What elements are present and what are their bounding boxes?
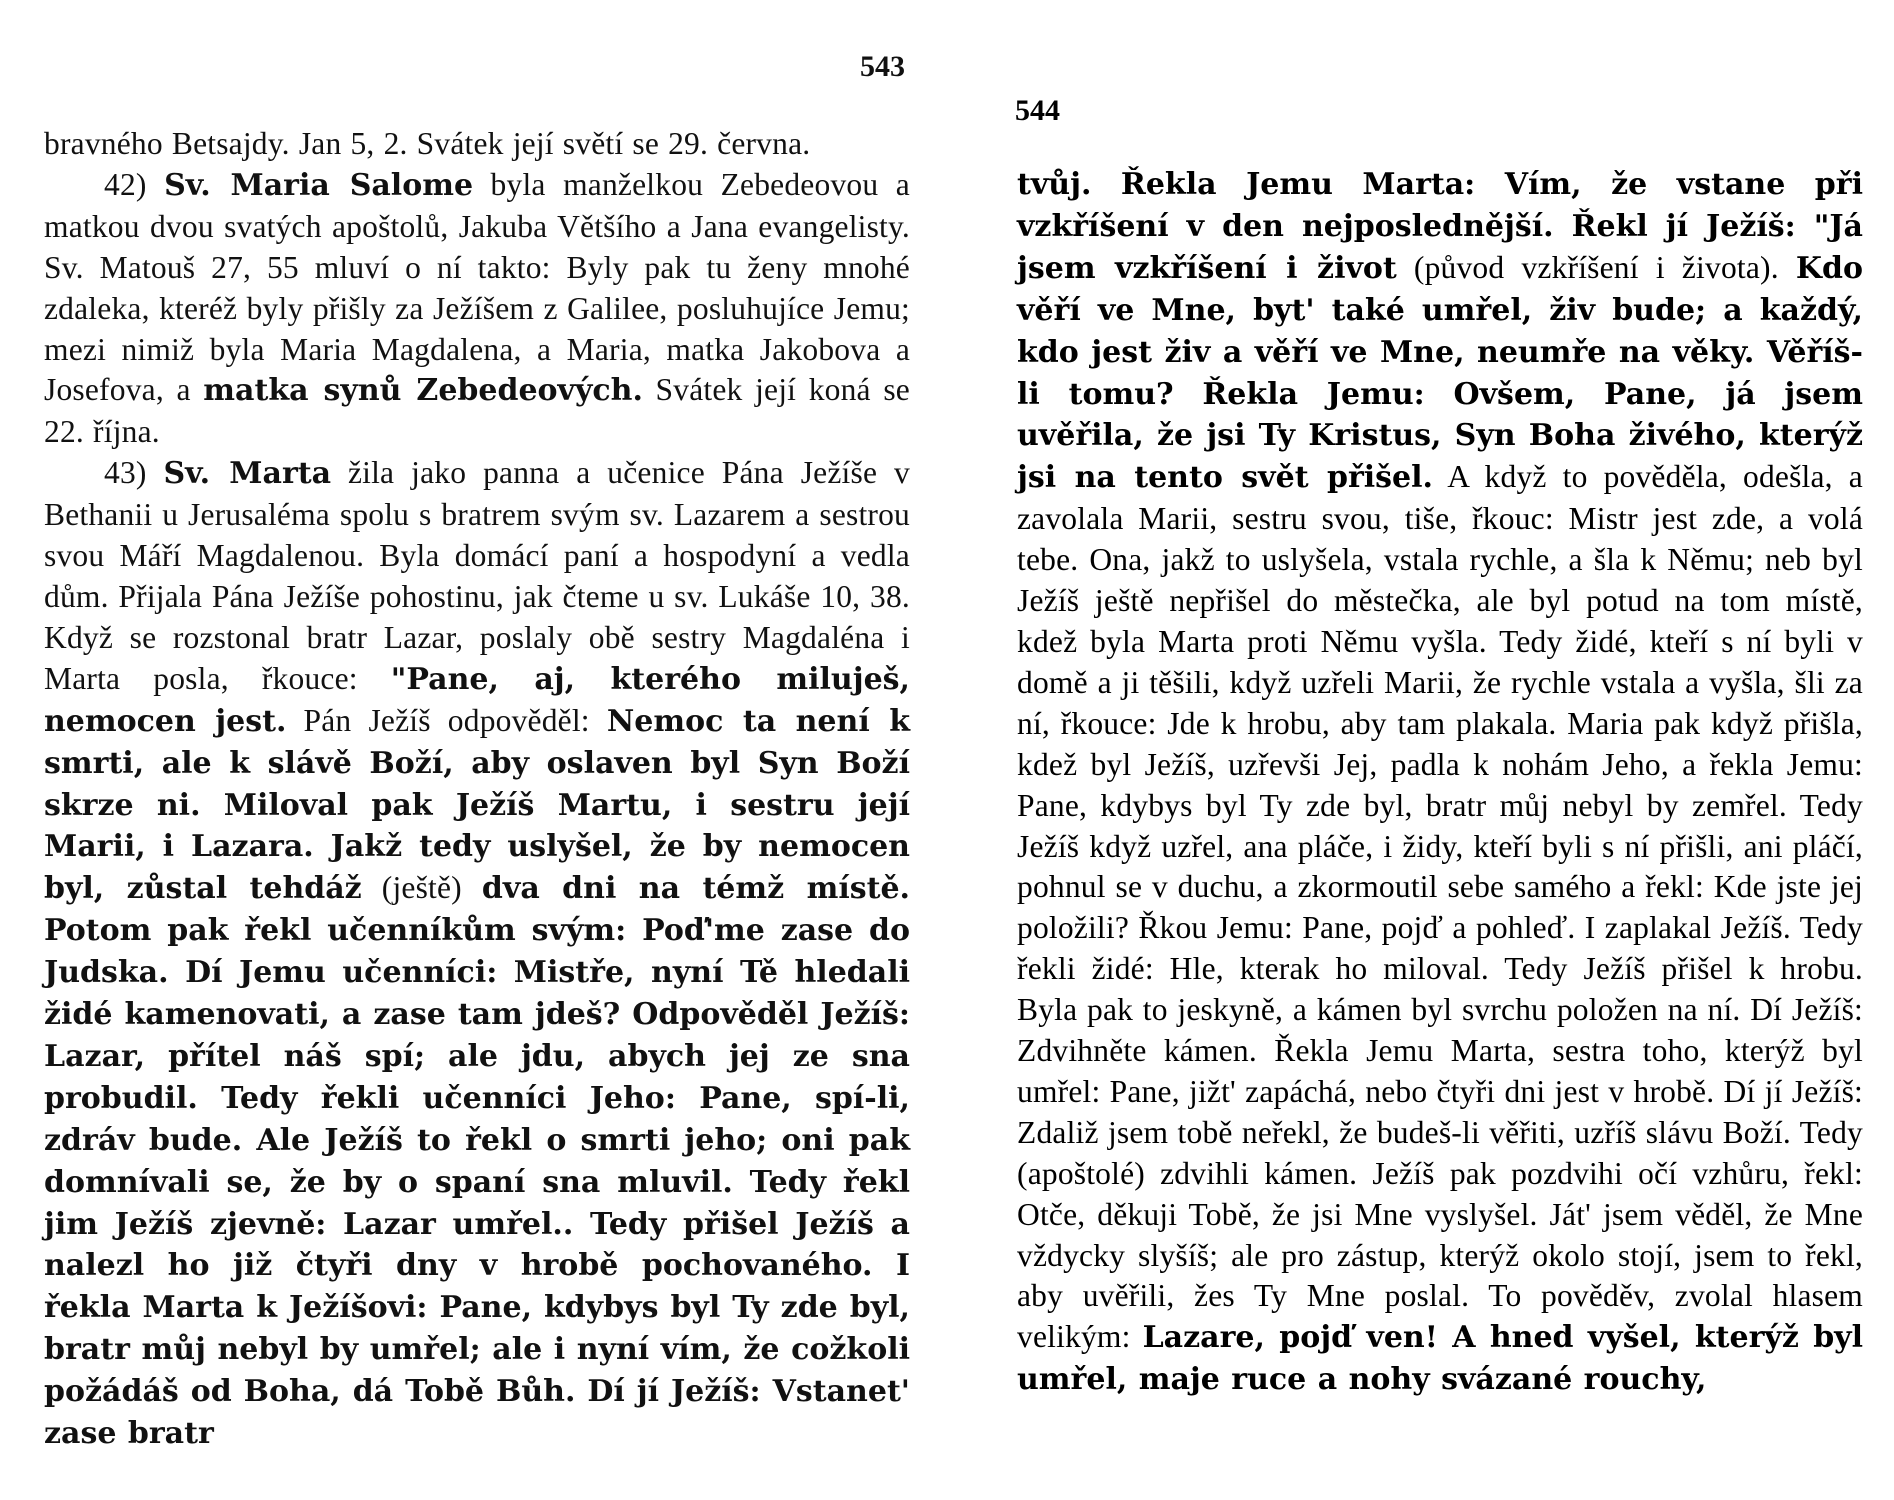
text-segment: A když to pověděla, odešla, a zavolala Marii, sestru svou, tiše, řkouc: Mistr jest zde, a volá tebe. Ona, jakž to uslyšela, vstala rychle, a šla k Němu; neb byl Ježíš ještě nepřišel do městečka, ale byl potud na tom místě, kdež byla Marta proti Němu vyšla. Tedy židé, kteří s ní byli v domě a ji těšili, když uzřeli Marii, že rychle vstala a vyšla, šli za ní, řkouce: Jde k hrobu, aby tam plakala. Maria pak když přišla, kdež byl Ježíš, uzřevši Jej, padla k nohám Jeho, a řekla Jemu: Pane, kdybys byl Ty zde byl, bratr můj nebyl by zemřel. Tedy Ježíš když uzřel, ana pláče, i židy, kteří byli s ní přišli, ani pláčí, pohnul se v duchu, a zkormoutil sebe samého a řekl: Kde jste jej položili? Řkou Jemu: Pane, pojď a pohleď. I zaplakal Ježíš. Tedy řekli židé: Hle, kterak ho miloval. Tedy Ježíš přišel k hrobu. Byla pak to jeskyně, a kámen byl svrchu položen na ní. Dí Ježíš: Zdvihněte kámen. Řekla Jemu Marta, sestra toho, kterýž byl umřel: Pane, jižt' zapáchá, nebo čtyři dni jest v hrobě. Dí jí Ježíš: Zdaliž jsem tobě neřekl, že budeš-li věřiti, uzříš slávu Boží. Tedy (apoštolé) zdvihli kámen. Ježíš pak pozdvihi očí vzhůru, řekl: Otče, děkuji Tobě, že jsi Mne vyslyšel. Ját' jsem věděl, že Mne vždycky slyšíš; ale pro zástup, kterýž okolo stojí, jsem to řekl, aby uvěřili, žes Ty Mne poslal. To pověděv, zvolal hlasem velikým: <box>1017 459 1863 1355</box>
paragraph-continuation <box>1017 164 1863 1401</box>
paragraph-number: 42) <box>104 166 165 202</box>
text-segment: bravného Betsajdy. Jan 5, 2. Svátek její světí se 29. června. <box>44 126 811 161</box>
bold-phrase: matka synů Zebedeových. <box>203 373 643 409</box>
saint-name: Sv. Marta <box>163 456 332 492</box>
left-text-column <box>44 124 910 1455</box>
text-segment: byla manželkou Zebedeovou a matkou dvou svatých apoštolů, Jakuba Většího a Jana evangelisty. Sv. Matouš 27, 55 mluví o ní takto: Byly pak tu ženy mnohé zdaleka, kteréž byly přišly za Ježíšem z Galilee, posluhujíce Jemu; mezi nimiž byla Maria Magdalena, a Maria, matka Jakobova a Josefova, a <box>44 166 910 408</box>
paragraph-42-maria-salome <box>44 165 910 453</box>
paragraph-43-marta <box>44 453 910 1455</box>
text-segment: žila jako panna a učenice Pána Ježíše v Bethanii u Jerusaléma spolu s bratrem svým sv. Lazarem a sestrou svou Máří Magdalenou. Byla domácí paní a hospodyní a vedla dům. Přijala Pána Ježíše pohostinu, jak čteme u sv. Lukáše 10, 38. Když se rozstonal bratr Lazar, poslaly obě sestry Magdaléna i Marta posla, řkouce: <box>44 455 910 696</box>
bold-quote: "Pane, aj, kterého miluješ, nemocen jest. <box>44 661 910 739</box>
text-segment: Pán Ježíš odpověděl: <box>286 702 607 738</box>
text-segment: (ještě) <box>361 870 482 906</box>
page-number-left: 543 <box>860 50 905 83</box>
bold-quote: tvůj. Řekla Jemu Marta: Vím, že vstane při vzkříšení v den nejposlednější. Řekl jí Ježíš: "Já jsem vzkříšení i život <box>1017 167 1863 286</box>
saint-name: Sv. Maria Salome <box>164 167 474 203</box>
paragraph-bethesda-end <box>44 124 910 165</box>
bold-quote: Lazare, pojď ven! A hned vyšel, kterýž byl umřel, maje ruce a nohy svázané rouchy, <box>1017 1320 1863 1398</box>
right-text-column <box>1017 164 1863 1401</box>
left-page <box>0 0 940 1500</box>
text-segment: Svátek její koná se 22. října. <box>44 372 910 450</box>
bold-quote: dva dni na témž místě. Potom pak řekl učenníkům svým: Poď'me zase do Judska. Dí Jemu učenníci: Mistře, nyní Tě hledali židé kamenovati, a zase tam jdeš? Odpověděl Ježíš: Lazar, přítel náš spí; ale jdu, abych jej ze sna probudil. Tedy řekli učenníci Jeho: Pane, spí-li, zdráv bude. Ale Ježíš to řekl o smrti jeho; oni pak domnívali se, že by o spaní sna mluvil. Tedy řekl jim Ježíš zjevně: Lazar umřel.. Tedy přišel Ježíš a nalezl ho již čtyři dny v hrobě pochovaného. I řekla Marta k Ježíšovi: Pane, kdybys byl Ty zde byl, bratr můj nebyl by umřel; ale i nyní vím, že cožkoli požádáš od Boha, dá Tobě Bůh. Dí jí Ježíš: Vstanet' zase bratr <box>44 871 910 1452</box>
page-number-right: 544 <box>1015 94 1060 127</box>
bold-quote: Kdo věří ve Mne, byt' také umřel, živ bude; a každý, kdo jest živ a věří ve Mne, neumře na věky. Věříš-li tomu? Řekla Jemu: Ovšem, Pane, já jsem uvěřila, že jsi Ty Kristus, Syn Boha živého, kterýž jsi na tento svět přišel. <box>1017 250 1863 496</box>
paragraph-number: 43) <box>104 455 164 491</box>
text-segment: (původ vzkříšení i života). <box>1396 249 1796 285</box>
bold-quote: Nemoc ta není k smrti, ale k slávě Boží, aby oslaven byl Syn Boží skrze ni. Miloval pak Ježíš Martu, i sestru její Marii, i Lazara. Jakž tedy uslyšel, že by nemocen byl, zůstal tehdáž <box>44 703 910 907</box>
